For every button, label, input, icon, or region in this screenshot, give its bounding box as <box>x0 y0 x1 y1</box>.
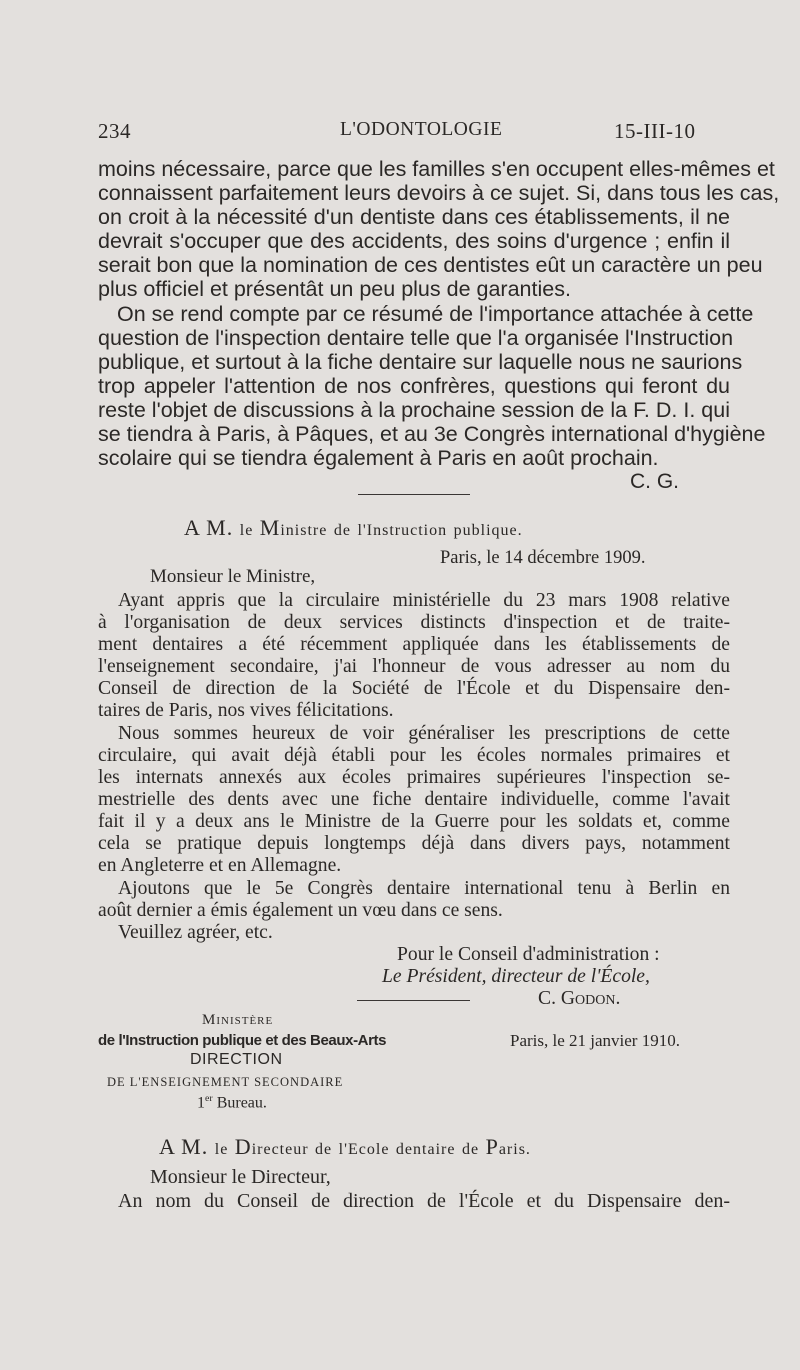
article-signature: C. G. <box>630 470 680 493</box>
page-number: 234 <box>98 119 131 143</box>
text-line: circulaire, qui avait déjà établi pour les écoles normales primaires et <box>98 745 730 766</box>
text-line: reste l'objet de discussions à la prochaine session de la F. D. I. qui <box>98 398 730 422</box>
heading-part: nstruction <box>373 522 448 539</box>
text-line: août dernier a émis également un vœu dans ce sens. <box>98 900 503 921</box>
text-line: Ajoutons que le 5e Congrès dentaire international tenu à Berlin en <box>118 878 730 899</box>
text-line: connaissent parfaitement leurs devoirs à ce sujet. Si, dans tous les cas, <box>98 181 780 205</box>
letter1-salutation: Monsieur le Ministre, <box>150 566 316 587</box>
text-line: à l'organisation de deux services distincts d'inspection et de traite- <box>98 612 730 633</box>
text-line: Ayant appris que la circulaire ministérielle du 23 mars 1908 relative <box>118 590 730 611</box>
letter2-heading <box>159 1134 531 1160</box>
heading-part: l'I <box>357 522 374 539</box>
heading-part: l'E <box>338 1141 359 1158</box>
heading-part: le <box>239 522 254 539</box>
text-line: question de l'inspection dentaire telle que l'a organisée l'Instruction <box>98 326 734 350</box>
letter1-date: Paris, le 14 décembre 1909. <box>440 548 646 568</box>
heading-part: M <box>259 515 281 540</box>
heading-part: de <box>315 1141 333 1158</box>
heading-part: le <box>214 1141 229 1158</box>
text-line: plus officiel et présentât un peu plus de garanties. <box>98 277 571 301</box>
bureau-superscript: er <box>205 1093 213 1104</box>
bureau-label: Bureau. <box>216 1094 267 1112</box>
letter1-signoff-title: Le Président, directeur de l'École, <box>382 966 650 987</box>
heading-part: de <box>461 1141 480 1158</box>
letter1-signoff: Pour le Conseil d'administration : <box>397 944 660 965</box>
text-line: Nous sommes heureux de voir généraliser les prescriptions de cette <box>118 723 730 744</box>
section-divider <box>357 1000 470 1001</box>
letterhead-bureau <box>197 1093 267 1112</box>
heading-part: de <box>333 522 351 539</box>
heading-part: aris. <box>498 1141 531 1158</box>
letter2-salutation: Monsieur le Directeur, <box>150 1166 331 1188</box>
heading-part: inistre <box>280 522 328 539</box>
text-line: moins nécessaire, parce que les familles s'en occupent elles-mêmes et <box>98 157 775 181</box>
heading-part: irecteur <box>251 1141 309 1158</box>
text-line: On se rend compte par ce résumé de l'importance attachée à cette <box>117 302 754 326</box>
letter1-signoff-name: C. Godon. <box>538 988 621 1009</box>
heading-part: P <box>485 1134 499 1159</box>
text-line: on croit à la nécessité d'un dentiste dans ces établissements, il ne <box>98 205 730 229</box>
heading-part: D <box>234 1134 252 1159</box>
text-line: les internats annexés aux écoles primaires supérieures l'inspection se- <box>98 767 730 788</box>
text-line: ment dentaires a été récemment appliquée dans les établissements de <box>98 634 730 655</box>
text-line: publique, et surtout à la fiche dentaire sur laquelle nous ne saurions <box>98 350 743 374</box>
bureau-number: 1 <box>197 1094 205 1112</box>
text-line: taires de Paris, nos vives félicitations. <box>98 700 394 721</box>
section-divider <box>358 494 470 495</box>
letter2-text: An nom du Conseil de direction de l'École et du Dispensaire den- <box>118 1190 730 1212</box>
text-line: serait bon que la nomination de ces dentistes eût un caractère un peu <box>98 253 763 277</box>
text-line: devrait s'occuper que des accidents, des soins d'urgence ; enfin il <box>98 229 730 253</box>
heading-part: publique. <box>453 522 523 539</box>
text-line: scolaire qui se tiendra également à Paris en août prochain. <box>98 446 659 470</box>
text-line: cela se pratique depuis longtemps déjà dans divers pays, notamment <box>98 833 730 854</box>
heading-part: A M. <box>159 1134 209 1159</box>
letter1-heading <box>184 515 523 541</box>
text-line: en Angleterre et en Allemagne. <box>98 855 342 876</box>
text-line: se tiendra à Paris, à Pâques, et au 3e Congrès international d'hygiène <box>98 422 766 446</box>
text-line: Conseil de direction de la Société de l'École et du Dispensaire den- <box>98 678 730 699</box>
text-line: l'enseignement secondaire, j'ai l'honneur de vous adresser au nom du <box>98 656 730 677</box>
letterhead-ministry: Ministère <box>202 1012 274 1028</box>
letter1-closing: Veuillez agréer, etc. <box>118 922 273 943</box>
heading-part: dentaire <box>395 1141 456 1158</box>
heading-part: A M. <box>184 515 234 540</box>
journal-title: L'ODONTOLOGIE <box>340 119 503 140</box>
heading-part: cole <box>358 1141 390 1158</box>
letter2-date: Paris, le 21 janvier 1910. <box>510 1031 680 1050</box>
letterhead-direction: DIRECTION <box>190 1051 283 1068</box>
issue-date: 15-III-10 <box>614 119 696 143</box>
text-line: fait il y a deux ans le Ministre de la Guerre pour les soldats et, comme <box>98 811 730 832</box>
letterhead-ministry-full: de l'Instruction publique et des Beaux-Arts <box>98 1032 387 1049</box>
text-line: mestrielle des dents avec une fiche dentaire individuelle, comme l'avait <box>98 789 730 810</box>
text-line: trop appeler l'attention de nos confrères, questions qui feront du <box>98 374 730 398</box>
letterhead-department: DE L'ENSEIGNEMENT SECONDAIRE <box>107 1075 344 1089</box>
